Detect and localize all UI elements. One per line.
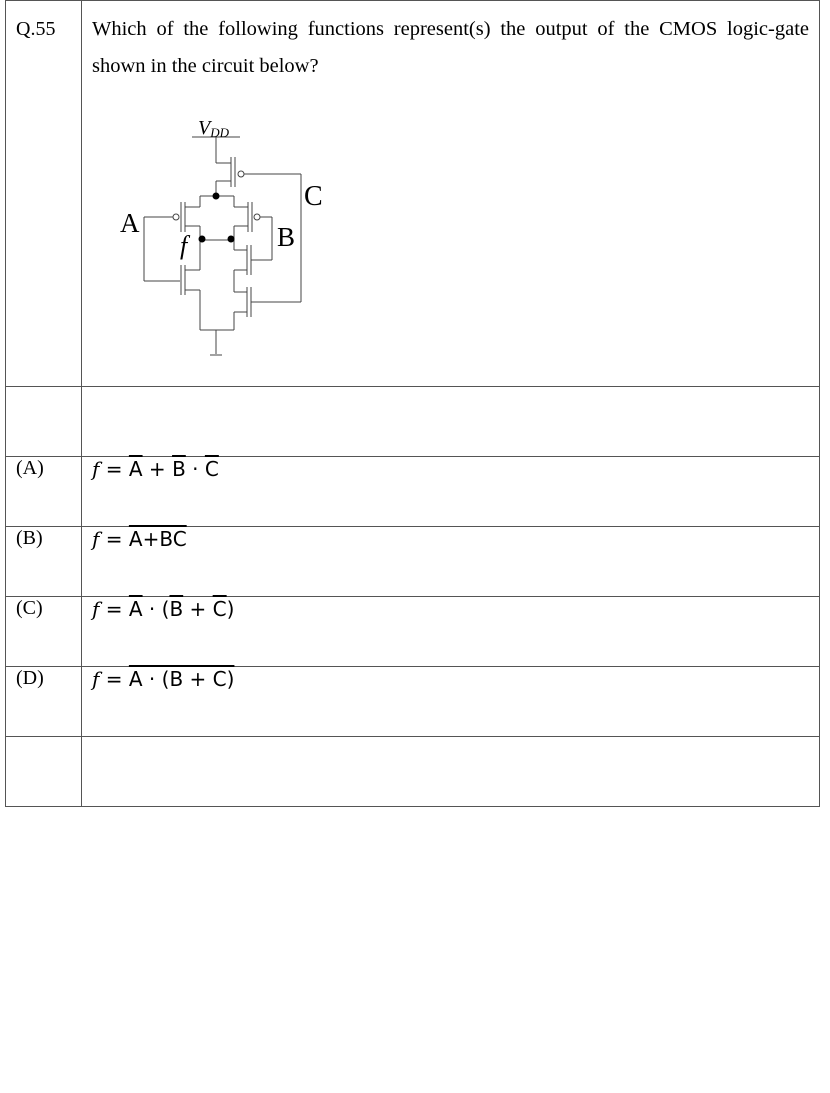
vdd-label: VDD — [198, 117, 229, 140]
expression-term: + — [183, 597, 213, 621]
function-variable: f — [92, 527, 100, 551]
overlined-term: $\overline{A}$ — [128, 457, 143, 481]
equals-sign: = — [99, 667, 129, 691]
expression-term: · — [185, 457, 205, 481]
equals-sign: = — [99, 457, 129, 481]
input-c-label: C — [304, 181, 323, 212]
function-variable: f — [92, 457, 100, 481]
option-row-a — [6, 457, 820, 527]
option-row-d — [6, 667, 820, 737]
overlined-term: $\overline{C}$ — [212, 597, 227, 621]
empty-row — [6, 737, 820, 807]
function-variable: f — [92, 597, 100, 621]
option-expression — [82, 457, 219, 481]
circuit-nodes — [199, 193, 235, 243]
question-text: Which of the following functions represent(s) the output of the CMOS logic-gate shown in the circuit below? — [92, 18, 809, 77]
option-label: (D) — [16, 667, 44, 689]
option-row-b — [6, 527, 820, 597]
overlined-term: $\overline{A}$ — [128, 597, 143, 621]
option-label: (A) — [16, 457, 44, 479]
equals-sign: = — [99, 597, 129, 621]
overlined-term: $\overline{C}$ — [204, 457, 219, 481]
question-number-cell — [6, 1, 82, 387]
overlined-term: $\overline{B}$ — [169, 597, 184, 621]
option-expression — [82, 527, 187, 551]
equals-sign: = — [99, 527, 129, 551]
cmos-circuit-diagram — [88, 110, 328, 370]
input-a-label: A — [120, 208, 140, 238]
option-expression — [82, 667, 234, 691]
overlined-term: A · (B + C) — [128, 667, 235, 691]
option-label: (B) — [16, 527, 43, 549]
overlined-term: A+BC — [128, 527, 187, 551]
overlined-term: $\overline{B}$ — [172, 457, 186, 481]
expression-term: · ( — [142, 597, 170, 621]
empty-row — [6, 387, 820, 457]
expression-term: + — [142, 457, 173, 481]
output-f-label: f — [180, 231, 188, 260]
option-label: (C) — [16, 597, 43, 619]
option-expression — [82, 597, 234, 621]
question-number: Q.55 — [16, 18, 56, 40]
input-b-label: B — [277, 222, 296, 252]
option-row-c — [6, 597, 820, 667]
expression-term: ) — [226, 597, 235, 621]
function-variable: f — [92, 667, 100, 691]
